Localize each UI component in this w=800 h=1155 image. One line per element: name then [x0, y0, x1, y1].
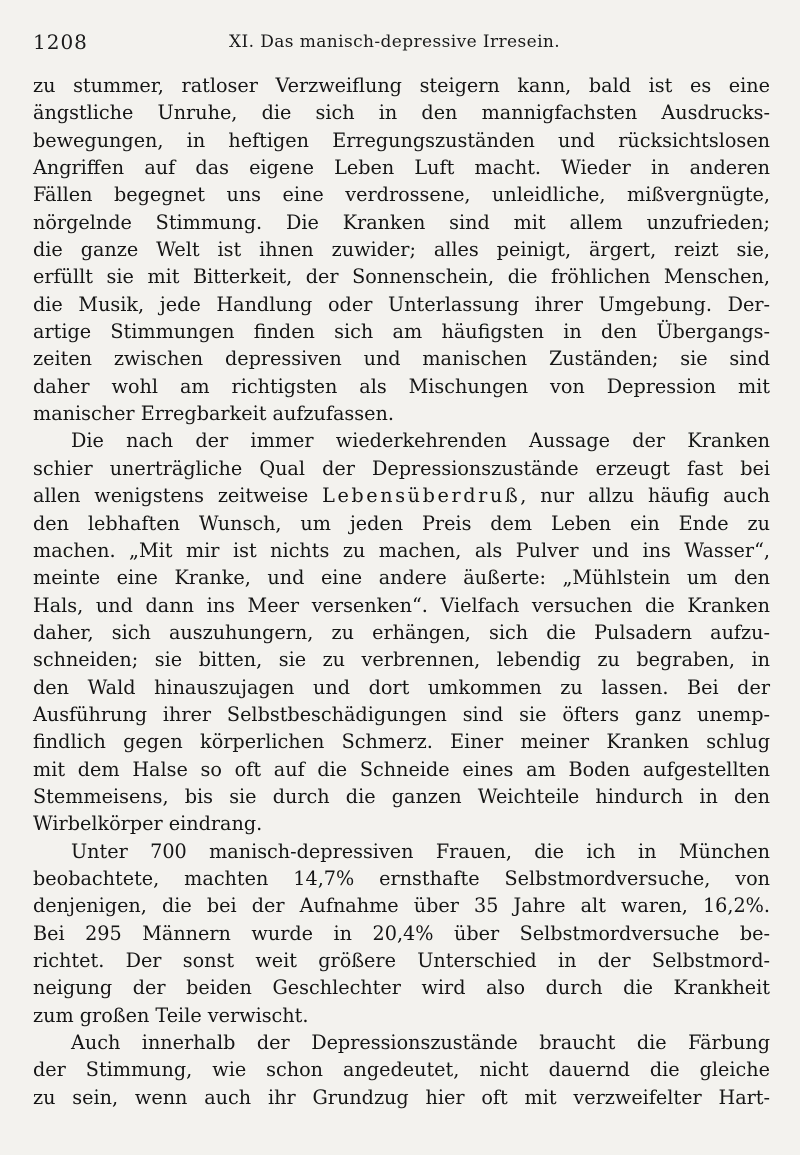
paragraph-first-line: Unter 700 manisch-depressiven Frauen, die ich in München	[71, 839, 770, 863]
text-segment: allen wenigstens zeitweise	[33, 484, 323, 508]
text-line: meinte eine Kranke, und eine andere äußerte: „Mühlstein um den	[33, 566, 770, 590]
text-line: manischer Erregbarkeit aufzufassen.	[33, 402, 394, 426]
text-line: Fällen begegnet uns eine verdrossene, unleidliche, mißvergnügte,	[33, 183, 770, 207]
text-line: Bei 295 Männern wurde in 20,4% über Selbstmordversuche be-	[33, 921, 770, 945]
text-line: richtet. Der sonst weit größere Unterschied in der Selbstmord-	[33, 949, 770, 972]
text-segment: , nur allzu häufig auch	[520, 484, 770, 508]
text-line: mit dem Halse so oft auf die Schneide eines am Boden aufgestellten	[33, 757, 770, 781]
paragraph-first-line: Auch innerhalb der Depressionszustände braucht die Färbung	[71, 1031, 770, 1055]
text-line: denjenigen, die bei der Aufnahme über 35 Jahre alt waren, 16,2%.	[33, 894, 770, 918]
emphasized-term: Lebensüberdruß	[322, 484, 521, 508]
text-line: den Wald hinauszujagen und dort umkommen zu lassen. Bei der	[33, 675, 770, 699]
text-line: den lebhaften Wunsch, um jeden Preis dem Leben ein Ende zu	[33, 511, 770, 535]
text-line: Hals, und dann ins Meer versenken“. Vielfach versuchen die Kranken	[33, 593, 770, 617]
page-number: 1208	[33, 30, 88, 54]
text-line: Wirbelkörper eindrang.	[33, 812, 263, 836]
text-line: zu sein, wenn auch ihr Grundzug hier oft mit verzweifelter Hart-	[33, 1085, 770, 1109]
text-line: Ausführung ihrer Selbstbeschädigungen sind sie öfters ganz unemp-	[33, 702, 770, 726]
text-line: die Musik, jede Handlung oder Unterlassung ihrer Umgebung. Der-	[33, 292, 770, 316]
text-line: neigung der beiden Geschlechter wird also durch die Krankheit	[33, 976, 770, 1000]
text-line: erfüllt sie mit Bitterkeit, der Sonnenschein, die fröhlichen Menschen,	[33, 265, 770, 289]
text-line: artige Stimmungen finden sich am häufigsten in den Übergangs-	[33, 320, 770, 344]
text-line: schier unerträgliche Qual der Depressionszustände erzeugt fast bei	[33, 456, 770, 480]
body-text	[33, 72, 770, 1111]
text-line: daher wohl am richtigsten als Mischungen von Depression mit	[33, 374, 770, 398]
text-line: zum großen Teile verwischt.	[33, 1003, 309, 1027]
text-line-with-emphasis	[33, 482, 770, 509]
text-line: machen. „Mit mir ist nichts zu machen, als Pulver und ins Wasser“,	[33, 538, 770, 562]
paragraph-first-line: Die nach der immer wiederkehrenden Aussage der Kranken	[71, 429, 770, 453]
text-line: daher, sich auszuhungern, zu erhängen, sich die Pulsadern aufzu-	[33, 620, 770, 644]
text-line: beobachtete, machten 14,7% ernsthafte Selbstmordversuche, von	[33, 866, 770, 890]
text-line: zeiten zwischen depressiven und manischen Zuständen; sie sind	[33, 347, 770, 371]
text-line: die ganze Welt ist ihnen zuwider; alles peinigt, ärgert, reizt sie,	[33, 238, 770, 262]
text-line: der Stimmung, wie schon angedeutet, nicht dauernd die gleiche	[33, 1058, 770, 1082]
text-line: nörgelnde Stimmung. Die Kranken sind mit allem unzufrieden;	[33, 210, 770, 234]
text-line: schneiden; sie bitten, sie zu verbrennen, lebendig zu begraben, in	[33, 648, 770, 672]
text-line: findlich gegen körperlichen Schmerz. Einer meiner Kranken schlug	[33, 730, 770, 754]
text-line: zu stummer, ratloser Verzweiflung steigern kann, bald ist es eine	[33, 74, 770, 97]
text-line: bewegungen, in heftigen Erregungszuständen und rücksichtslosen	[33, 128, 770, 152]
running-title: XI. Das manisch-depressive Irresein.	[229, 32, 561, 52]
text-line: ängstliche Unruhe, die sich in den mannigfachsten Ausdrucks-	[33, 101, 770, 125]
text-line: Angriffen auf das eigene Leben Luft macht. Wieder in anderen	[33, 156, 770, 180]
text-line: Stemmeisens, bis sie durch die ganzen Weichteile hindurch in den	[33, 784, 770, 808]
page-header	[33, 30, 768, 60]
